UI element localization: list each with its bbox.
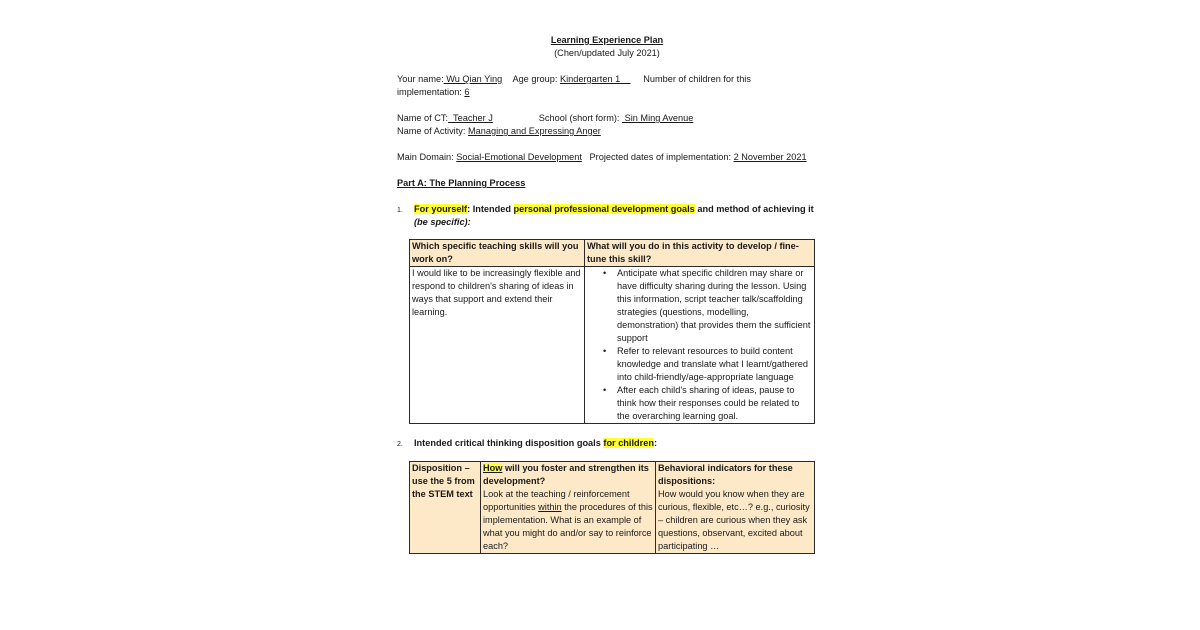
school-label: School (short form): xyxy=(538,113,620,123)
item-1-text-mid: : Intended xyxy=(467,204,514,214)
item-1-highlight-goals: personal professional development goals xyxy=(513,204,695,214)
foster-heading-how: How xyxy=(483,463,503,473)
bullet-icon: • xyxy=(603,268,607,278)
item-2-text-main: Intended critical thinking disposition goals xyxy=(414,438,604,448)
foster-cell xyxy=(481,462,656,554)
item-2-highlight: for children xyxy=(603,438,654,448)
foster-body-a: Look at the teaching / reinforcement opportunities xyxy=(483,489,630,512)
bullet-text: After each child's sharing of ideas, pause to think how their responses could be related to the overarching learning goal. xyxy=(617,385,800,421)
domain-label: Main Domain: xyxy=(397,152,454,162)
ct-value: Teacher J xyxy=(448,113,493,123)
info-line-activity xyxy=(397,125,817,138)
info-line-domain xyxy=(397,151,817,164)
dates-label: Projected dates of implementation: xyxy=(589,152,732,162)
foster-heading xyxy=(483,463,649,486)
item-1-highlight-yourself: For yourself xyxy=(414,204,468,214)
age-value: Kindergarten 1 xyxy=(559,74,631,84)
item-1-italic: (be specific): xyxy=(414,217,471,227)
domain-value: Social-Emotional Development xyxy=(456,152,582,162)
indicators-body: How would you know when they are curious, flexible, etc…? e.g., curiosity – children are curious when they ask questions, observant, excited about participating … xyxy=(658,489,810,551)
bullet-text: Anticipate what specific children may share or have difficulty sharing during the lesson. Using this information, script teacher talk/scaffolding strategies (questions, modelling, demonstration) that provides them the sufficient support xyxy=(617,268,811,343)
activity-bullet-list xyxy=(587,267,812,423)
activity-label: Name of Activity: xyxy=(397,126,466,136)
disposition-cell: Disposition – use the 5 from the STEM text xyxy=(410,462,481,554)
table-row xyxy=(410,267,815,424)
teaching-skills-table xyxy=(409,239,815,424)
bullet-text: Refer to relevant resources to build content knowledge and translate what I learnt/gathered into child-friendly/age-appropriate language xyxy=(617,346,809,382)
indicators-cell xyxy=(656,462,815,554)
name-label: Your name: xyxy=(397,74,444,84)
item-2-text-end: : xyxy=(653,438,657,448)
children-value: 6 xyxy=(464,87,470,97)
bullet-icon: • xyxy=(603,385,607,395)
list-item xyxy=(603,345,812,384)
item-2 xyxy=(397,437,817,451)
info-line-name xyxy=(397,73,817,86)
document-title: Learning Experience Plan xyxy=(550,35,664,45)
implementation-label: implementation: xyxy=(397,87,462,97)
table-header-skills: Which specific teaching skills will you work on? xyxy=(410,240,585,267)
info-line-ct xyxy=(397,112,817,125)
activity-value: Managing and Expressing Anger xyxy=(467,126,601,136)
list-item xyxy=(603,267,812,345)
age-label: Age group: xyxy=(512,74,558,84)
school-value: Sin Ming Avenue xyxy=(622,113,694,123)
ct-label: Name of CT: xyxy=(397,113,449,123)
part-a-heading: Part A: The Planning Process xyxy=(397,178,526,188)
item-2-number: 2. xyxy=(397,441,403,448)
item-1-text-end: and method of achieving it xyxy=(694,204,814,214)
foster-body-b: the procedures of this implementation. What is an example of what you might do and/or say to reinforce each? xyxy=(483,502,653,551)
children-label: Number of children for this xyxy=(643,74,751,84)
table-header-row xyxy=(410,240,815,267)
item-1-number: 1. xyxy=(397,207,403,214)
item-2-text xyxy=(414,437,817,450)
info-line-implementation xyxy=(397,86,817,99)
item-1 xyxy=(397,203,817,229)
indicators-heading: Behavioral indicators for these dispositions: xyxy=(658,463,793,486)
document-subtitle: (Chen/updated July 2021) xyxy=(554,48,660,58)
table-row xyxy=(410,462,815,554)
table-header-activity: What will you do in this activity to develop / fine-tune this skill? xyxy=(585,240,815,267)
dispositions-table xyxy=(409,461,815,554)
foster-heading-rest: will you foster and strengthen its development? xyxy=(483,463,649,486)
document-page xyxy=(397,34,817,554)
dates-value: 2 November 2021 xyxy=(733,152,807,162)
list-item xyxy=(603,384,812,423)
skills-cell: I would like to be increasingly flexible and respond to children's sharing of ideas in ways that support and extend their learning. xyxy=(410,267,585,424)
bullet-icon: • xyxy=(603,346,607,356)
foster-body-within: within xyxy=(538,502,562,512)
name-value: Wu Qian Ying xyxy=(443,74,503,84)
activity-cell xyxy=(585,267,815,424)
item-1-text xyxy=(414,203,817,229)
